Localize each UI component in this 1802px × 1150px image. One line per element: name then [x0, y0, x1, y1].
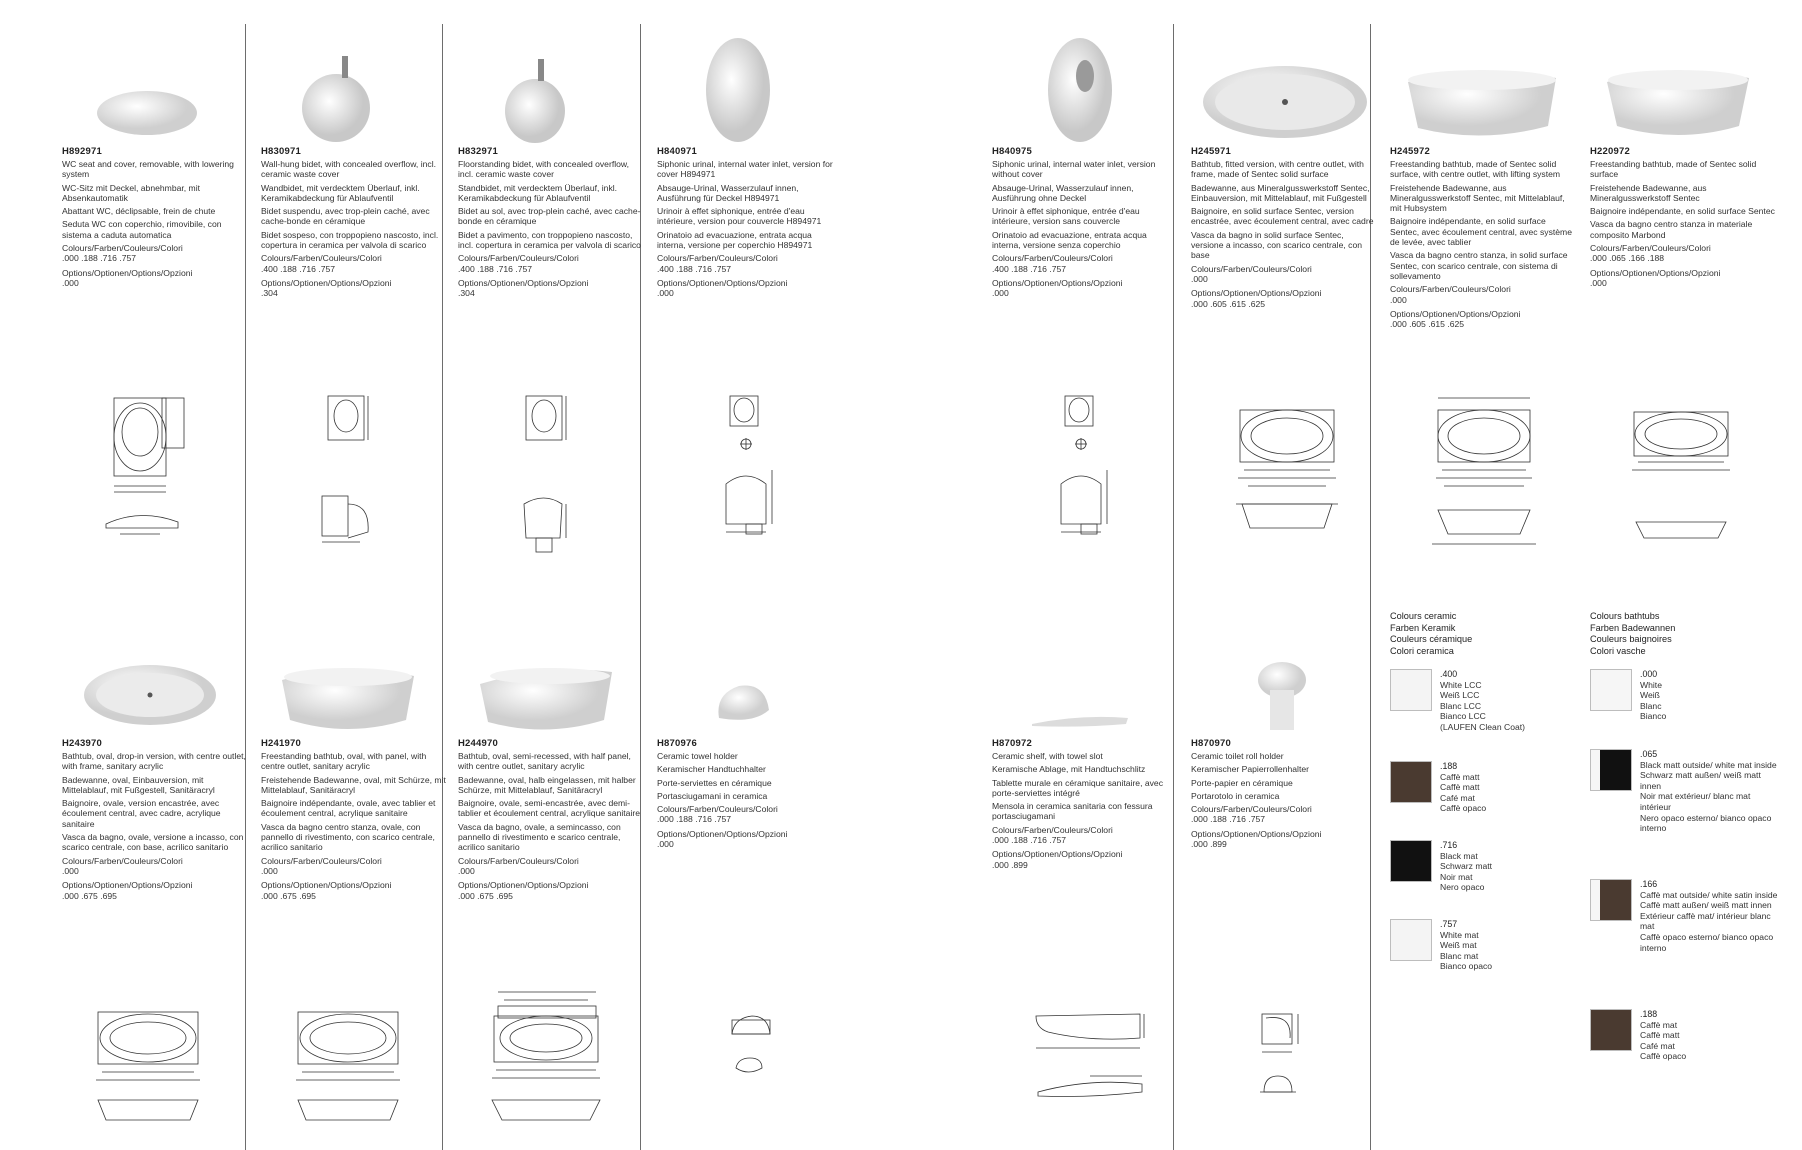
desc-de: Freistehende Badewanne, aus Mineralgusswerkstoff Sentec	[1590, 182, 1707, 203]
legend-heading-de: Farben Keramik	[1390, 622, 1456, 633]
colours-label: Colours/Farben/Couleurs/Colori	[458, 253, 579, 264]
options-label: Options/Optionen/Options/Opzioni	[1390, 308, 1521, 319]
urinal-technical-drawing	[720, 392, 800, 552]
options-label: Options/Optionen/Options/Opzioni	[657, 277, 788, 288]
swatch-name: White mat	[1440, 929, 1479, 940]
colours-value: .000	[261, 865, 278, 876]
product-code: H220972	[1590, 146, 1630, 157]
options-value: .000 .675 .695	[62, 890, 117, 901]
options-label: Options/Optionen/Options/Opzioni	[1590, 267, 1721, 278]
semi-recessed-bathtub-technical-drawing	[484, 988, 608, 1126]
desc-de: Badewanne, aus Mineralgusswerkstoff Sentec, Einbauversion, mit Mittelablauf, mit Fußgestell	[1191, 182, 1370, 203]
product-h892971	[62, 146, 247, 292]
product-code: H832971	[458, 146, 498, 157]
towel-holder-photo	[713, 680, 775, 725]
colours-label: Colours/Farben/Couleurs/Colori	[657, 253, 778, 264]
swatch-row	[1590, 879, 1780, 1003]
colours-label: Colours/Farben/Couleurs/Colori	[1191, 804, 1312, 815]
desc-de: Freistehende Badewanne, aus Mineralgusswerkstoff Sentec, mit Mittelablauf, mit Hubsystem	[1390, 182, 1565, 214]
floor-bidet-technical-drawing	[518, 392, 578, 560]
desc-fr: Baignoire, en solid surface Sentec, version encastrée, avec écoulement central, avec cadre	[1191, 206, 1374, 227]
swatch-name: Blanc LCC	[1440, 700, 1482, 711]
swatch-name: Weiß mat	[1440, 940, 1477, 951]
colours-label: Colours/Farben/Couleurs/Colori	[62, 243, 183, 254]
options-label: Options/Optionen/Options/Opzioni	[261, 277, 392, 288]
swatch-name: Caffè matt	[1440, 771, 1480, 782]
swatch-name: Blanc	[1640, 700, 1662, 711]
swatch-code: .188	[1440, 761, 1458, 771]
product-code: H244970	[458, 738, 498, 749]
colours-label: Colours/Farben/Couleurs/Colori	[261, 253, 382, 264]
legend-bathtubs	[1590, 611, 1780, 1085]
swatch-name: Caffè matt	[1440, 782, 1480, 793]
desc-en: Freestanding bathtub, made of Sentec solid surface	[1590, 159, 1757, 180]
desc-de: Absauge-Urinal, Wasserzulauf innen, Ausführung ohne Deckel	[992, 182, 1134, 203]
swatch-name: Bianco LCC	[1440, 711, 1486, 722]
desc-en: Bathtub, oval, semi-recessed, with half panel, with centre outlet, sanitary acrylic	[458, 751, 631, 772]
options-value: .000 .675 .695	[261, 890, 316, 901]
oval-freestanding-bathtub-photo	[278, 662, 418, 734]
product-code: H870970	[1191, 738, 1231, 749]
floor-bidet-photo	[500, 55, 570, 145]
drop-in-bathtub-technical-drawing	[92, 1008, 204, 1126]
swatch-name: Café mat	[1640, 1040, 1675, 1051]
desc-fr: Porte-serviettes en céramique	[657, 777, 772, 788]
options-label: Options/Optionen/Options/Opzioni	[62, 267, 193, 278]
options-value: .000	[1590, 277, 1607, 288]
colours-value: .400 .188 .716 .757	[261, 263, 336, 274]
product-h244970	[458, 738, 643, 905]
desc-it: Vasca da bagno centro stanza, in solid surface Sentec, con scarico centrale, con sistema di sollevamento	[1390, 250, 1568, 281]
options-label: Options/Optionen/Options/Opzioni	[1191, 288, 1322, 299]
options-value: .304	[458, 288, 475, 299]
product-code: H241970	[261, 738, 301, 749]
colour-swatch	[1390, 840, 1432, 882]
legend-heading-it: Colori vasche	[1590, 645, 1646, 656]
desc-de: Absauge-Urinal, Wasserzulauf innen, Ausführung für Deckel H894971	[657, 182, 799, 203]
colours-label: Colours/Farben/Couleurs/Colori	[62, 855, 183, 866]
options-value: .000 .605 .615 .625	[1390, 319, 1465, 330]
desc-de: Badewanne, oval, Einbauversion, mit Mittelablauf, mit Fußgestell, Sanitäracryl	[62, 774, 215, 795]
colours-label: Colours/Farben/Couleurs/Colori	[992, 253, 1113, 264]
swatch-row	[1390, 669, 1580, 755]
desc-de: Freistehende Badewanne, oval, mit Schürze, mit Mittelablauf, Sanitäracryl	[261, 774, 446, 795]
freestanding-bathtub-technical-drawing	[1428, 394, 1540, 554]
desc-fr: Baignoire, ovale, version encastrée, avec écoulement central, avec cadre, acrylique sanitaire	[62, 798, 221, 829]
desc-it: Vasca da bagno centro stanza in materiale composito Marbond	[1590, 219, 1753, 240]
legend-heading-fr: Couleurs baignoires	[1590, 634, 1672, 644]
swatch-row	[1590, 1009, 1780, 1079]
options-label: Options/Optionen/Options/Opzioni	[458, 277, 589, 288]
colours-label: Colours/Farben/Couleurs/Colori	[657, 804, 778, 815]
colours-label: Colours/Farben/Couleurs/Colori	[261, 855, 382, 866]
desc-it: Bidet a pavimento, con troppopieno nascosto, incl. copertura in ceramica per valvola di scarico	[458, 229, 641, 251]
fitted-bathtub-technical-drawing	[1232, 400, 1342, 540]
swatch-name: (LAUFEN Clean Coat)	[1440, 721, 1526, 732]
product-h870972	[992, 738, 1177, 874]
colour-swatch	[1390, 669, 1432, 711]
desc-fr: Urinoir à effet siphonique, entrée d'eau intérieure, version sans couvercle	[992, 206, 1140, 227]
colours-label: Colours/Farben/Couleurs/Colori	[1191, 263, 1312, 274]
options-value: .304	[261, 288, 278, 299]
oval-freestanding-bathtub-technical-drawing	[292, 1008, 404, 1126]
desc-it: Portarotolo in ceramica	[1191, 790, 1280, 801]
colours-value: .000	[62, 865, 79, 876]
shelf-technical-drawing	[1030, 1008, 1156, 1106]
desc-en: Wall-hung bidet, with concealed overflow, incl. ceramic waste cover	[261, 159, 436, 180]
desc-en: Siphonic urinal, internal water inlet, version without cover	[992, 159, 1156, 180]
swatch-name: Extérieur caffè mat/ intérieur blanc mat	[1640, 910, 1771, 932]
legend-heading-fr: Couleurs céramique	[1390, 634, 1473, 644]
legend-heading-en: Colours ceramic	[1390, 611, 1457, 621]
wall-bidet-photo	[298, 52, 373, 144]
swatch-name: Noir mat	[1440, 871, 1473, 882]
desc-it: Orinatoio ad evacuazione, entrata acqua interna, versione senza coperchio	[992, 229, 1147, 251]
desc-fr: Bidet au sol, avec trop-plein caché, avec cache-bonde en céramique	[458, 206, 641, 227]
semi-recessed-bathtub-photo	[476, 662, 616, 734]
colour-swatch	[1390, 761, 1432, 803]
desc-de: Wandbidet, mit verdecktem Überlauf, inkl. Keramikabdeckung für Ablaufventil	[261, 182, 420, 203]
options-value: .000	[657, 288, 674, 299]
swatch-name: Caffè matt außen/ weiß matt innen	[1640, 900, 1772, 911]
desc-fr: Porte-papier en céramique	[1191, 777, 1293, 788]
options-value: .000	[992, 288, 1009, 299]
drop-in-bathtub-photo	[80, 662, 220, 728]
colours-value: .000 .188 .716 .757	[62, 253, 137, 264]
product-code: H830971	[261, 146, 301, 157]
desc-it: Portasciugamani in ceramica	[657, 790, 768, 801]
product-code: H840971	[657, 146, 697, 157]
swatch-code: .716	[1440, 840, 1458, 850]
colour-swatch	[1590, 669, 1632, 711]
product-h241970	[261, 738, 446, 905]
urinal-open-photo	[1045, 36, 1115, 144]
desc-fr: Baignoire indépendante, en solid surface Sentec	[1590, 206, 1775, 217]
desc-en: Ceramic toilet roll holder	[1191, 751, 1284, 761]
product-h870970	[1191, 738, 1376, 853]
colours-value: .400 .188 .716 .757	[657, 263, 732, 274]
product-h870976	[657, 738, 842, 853]
legend-heading-de: Farben Badewannen	[1590, 622, 1676, 633]
swatch-name: White LCC	[1440, 679, 1482, 690]
swatch-name: Caffè opaco	[1440, 803, 1487, 814]
desc-fr: Baignoire, ovale, semi-encastrée, avec demi-tablier et écoulement central, acrylique sanitaire	[458, 798, 640, 819]
desc-fr: Bidet suspendu, avec trop-plein caché, avec cache-bonde en céramique	[261, 206, 430, 227]
colour-swatch	[1390, 919, 1432, 961]
colours-value: .000 .188 .716 .757	[1191, 814, 1266, 825]
options-label: Options/Optionen/Options/Opzioni	[657, 828, 788, 839]
product-code: H840975	[992, 146, 1032, 157]
desc-it: Mensola in ceramica sanitaria con fessura portasciugamani	[992, 801, 1153, 822]
options-label: Options/Optionen/Options/Opzioni	[62, 880, 193, 891]
swatch-code: .166	[1640, 879, 1658, 889]
swatch-row	[1390, 919, 1580, 992]
colours-label: Colours/Farben/Couleurs/Colori	[458, 855, 579, 866]
swatch-name: Black mat	[1440, 850, 1478, 861]
swatch-row	[1590, 749, 1780, 873]
colours-value: .000	[1390, 294, 1407, 305]
desc-de: Standbidet, mit verdecktem Überlauf, inkl. Keramikabdeckung für Ablaufventil	[458, 182, 618, 203]
desc-en: Bathtub, oval, drop-in version, with centre outlet, with frame, sanitary acrylic	[62, 751, 246, 772]
swatch-row	[1590, 669, 1780, 743]
desc-fr: Baignoire indépendante, en solid surface Sentec, avec écoulement central, avec système de levée, avec tablier	[1390, 216, 1572, 248]
swatch-name: Weiß LCC	[1440, 690, 1480, 701]
colours-value: .400 .188 .716 .757	[458, 263, 533, 274]
swatch-name: Noir mat extérieur/ blanc mat intérieur	[1640, 791, 1751, 812]
product-code: H870976	[657, 738, 697, 749]
legend-heading-en: Colours bathtubs	[1590, 611, 1660, 621]
product-code: H892971	[62, 146, 102, 157]
options-label: Options/Optionen/Options/Opzioni	[992, 277, 1123, 288]
desc-fr: Urinoir à effet siphonique, entrée d'eau intérieure, version pour couvercle H894971	[657, 206, 822, 227]
colours-value: .000	[1191, 273, 1208, 284]
colours-value: .000	[458, 865, 475, 876]
options-value: .000 .675 .695	[458, 890, 513, 901]
swatch-name: Schwarz matt	[1440, 861, 1493, 872]
product-h220972	[1590, 146, 1775, 292]
desc-fr: Tablette murale en céramique sanitaire, avec porte-serviettes intégré	[992, 777, 1164, 798]
roll-holder-technical-drawing	[1256, 1008, 1316, 1108]
product-code: H245972	[1390, 146, 1430, 157]
desc-de: Keramischer Papierrollenhalter	[1191, 764, 1309, 775]
product-h832971	[458, 146, 643, 303]
desc-de: WC-Sitz mit Deckel, abnehmbar, mit Absenkautomatik	[62, 182, 201, 203]
urinal-photo	[703, 36, 773, 144]
swatch-name: Blanc mat	[1440, 950, 1479, 961]
desc-fr: Abattant WC, déclipsable, frein de chute	[62, 206, 216, 217]
colour-swatch	[1590, 879, 1632, 921]
desc-de: Badewanne, oval, halb eingelassen, mit halber Schürze, mit Mittelablauf, Sanitäracryl	[458, 774, 636, 795]
options-value: .000	[62, 277, 79, 288]
swatch-name: Weiß	[1640, 690, 1660, 701]
desc-en: Freestanding bathtub, made of Sentec solid surface, with centre outlet, with lifting system	[1390, 159, 1561, 180]
product-code: H245971	[1191, 146, 1231, 157]
colours-label: Colours/Farben/Couleurs/Colori	[1390, 284, 1511, 295]
swatch-name: Bianco opaco	[1440, 961, 1493, 972]
options-label: Options/Optionen/Options/Opzioni	[458, 880, 589, 891]
towel-holder-technical-drawing	[728, 1010, 778, 1080]
product-h840971	[657, 146, 842, 303]
desc-en: Ceramic shelf, with towel slot	[992, 751, 1103, 761]
swatch-row	[1390, 840, 1580, 913]
swatch-code: .065	[1640, 749, 1658, 759]
product-h245972	[1390, 146, 1575, 333]
desc-it: Orinatoio ad evacuazione, entrata acqua interna, versione per coperchio H894971	[657, 229, 813, 251]
swatch-name: Caffè opaco esterno/ bianco opaco interno	[1640, 931, 1774, 953]
product-code: H870972	[992, 738, 1032, 749]
freestanding-bathtub-2-photo	[1603, 64, 1753, 144]
options-value: .000 .899	[992, 859, 1028, 870]
colours-value: .400 .188 .716 .757	[992, 263, 1067, 274]
desc-en: Ceramic towel holder	[657, 751, 738, 761]
swatch-name: Caffè matt	[1640, 1030, 1680, 1041]
desc-en: Siphonic urinal, internal water inlet, version for cover H894971	[657, 159, 833, 180]
swatch-code: .400	[1440, 669, 1458, 679]
desc-en: Freestanding bathtub, oval, with panel, with centre outlet, sanitary acrylic	[261, 751, 427, 772]
desc-en: Floorstanding bidet, with concealed overflow, incl. ceramic waste cover	[458, 159, 630, 180]
swatch-name: Café mat	[1440, 792, 1475, 803]
swatch-name: Caffè mat outside/ white satin inside	[1640, 889, 1778, 900]
swatch-name: Caffè mat	[1640, 1019, 1678, 1030]
desc-it: Vasca da bagno, ovale, a semincasso, con pannello di rivestimento e scarico centrale, acrilico sanitario	[458, 821, 621, 853]
swatch-name: Bianco	[1640, 711, 1667, 722]
options-label: Options/Optionen/Options/Opzioni	[261, 880, 392, 891]
swatch-code: .188	[1640, 1009, 1658, 1019]
desc-de: Keramische Ablage, mit Handtuchschlitz	[992, 764, 1146, 775]
colours-value: .000 .065 .166 .188	[1590, 253, 1665, 264]
swatch-row	[1390, 761, 1580, 834]
desc-it: Vasca da bagno in solid surface Sentec, versione a incasso, con scarico centrale, con base	[1191, 229, 1363, 261]
product-code: H243970	[62, 738, 102, 749]
desc-it: Seduta WC con coperchio, rimovibile, con sistema a caduta automatica	[62, 219, 222, 240]
shelf-photo	[1030, 712, 1130, 730]
colour-swatch	[1590, 749, 1632, 791]
freestanding-bathtub-photo	[1402, 64, 1562, 144]
swatch-name: Black matt outside/ white mat inside	[1640, 759, 1777, 770]
swatch-name: Nero opaco	[1440, 882, 1485, 893]
options-label: Options/Optionen/Options/Opzioni	[1191, 828, 1322, 839]
options-value: .000	[657, 839, 674, 850]
product-h243970	[62, 738, 247, 905]
product-h830971	[261, 146, 446, 303]
wc-seat-technical-drawing	[100, 392, 200, 542]
options-value: .000 .899	[1191, 839, 1227, 850]
roll-holder-photo	[1254, 660, 1310, 732]
legend-heading-it: Colori ceramica	[1390, 645, 1454, 656]
swatch-code: .000	[1640, 669, 1658, 679]
product-h840975	[992, 146, 1177, 303]
swatch-name: White	[1640, 679, 1662, 690]
urinal-open-technical-drawing	[1055, 392, 1135, 552]
options-value: .000 .605 .615 .625	[1191, 298, 1266, 309]
desc-it: Bidet sospeso, con troppopieno nascosto, incl. copertura in ceramica per valvola di scarico	[261, 229, 439, 251]
colours-label: Colours/Farben/Couleurs/Colori	[1590, 243, 1711, 254]
swatch-code: .757	[1440, 919, 1458, 929]
swatch-name: Caffè opaco	[1640, 1051, 1687, 1062]
options-label: Options/Optionen/Options/Opzioni	[992, 849, 1123, 860]
freestanding-bathtub-2-technical-drawing	[1626, 404, 1736, 544]
fitted-bathtub-photo	[1200, 62, 1370, 142]
swatch-name: Nero opaco esterno/ bianco opaco interno	[1640, 812, 1772, 834]
desc-de: Keramischer Handtuchhalter	[657, 764, 766, 775]
legend-ceramic	[1390, 611, 1580, 998]
colours-value: .000 .188 .716 .757	[657, 814, 732, 825]
desc-en: WC seat and cover, removable, with lowering system	[62, 159, 234, 180]
desc-it: Vasca da bagno, ovale, versione a incasso, con scarico centrale, con base, acrilico sanitario	[62, 832, 244, 853]
desc-it: Vasca da bagno centro stanza, ovale, con pannello di rivestimento, con scarico centrale, acrilico sanitario	[261, 821, 435, 853]
colours-label: Colours/Farben/Couleurs/Colori	[992, 824, 1113, 835]
colour-swatch	[1590, 1009, 1632, 1051]
product-h245971	[1191, 146, 1376, 313]
wc-seat-photo	[92, 85, 202, 143]
wall-bidet-technical-drawing	[320, 392, 380, 552]
desc-en: Bathtub, fitted version, with centre outlet, with frame, made of Sentec solid surface	[1191, 159, 1364, 180]
swatch-name: Schwarz matt außen/ weiß matt innen	[1640, 770, 1761, 791]
colours-value: .000 .188 .716 .757	[992, 835, 1067, 846]
desc-fr: Baignoire indépendante, ovale, avec tablier et écoulement central, acrylique sanitaire	[261, 798, 436, 819]
